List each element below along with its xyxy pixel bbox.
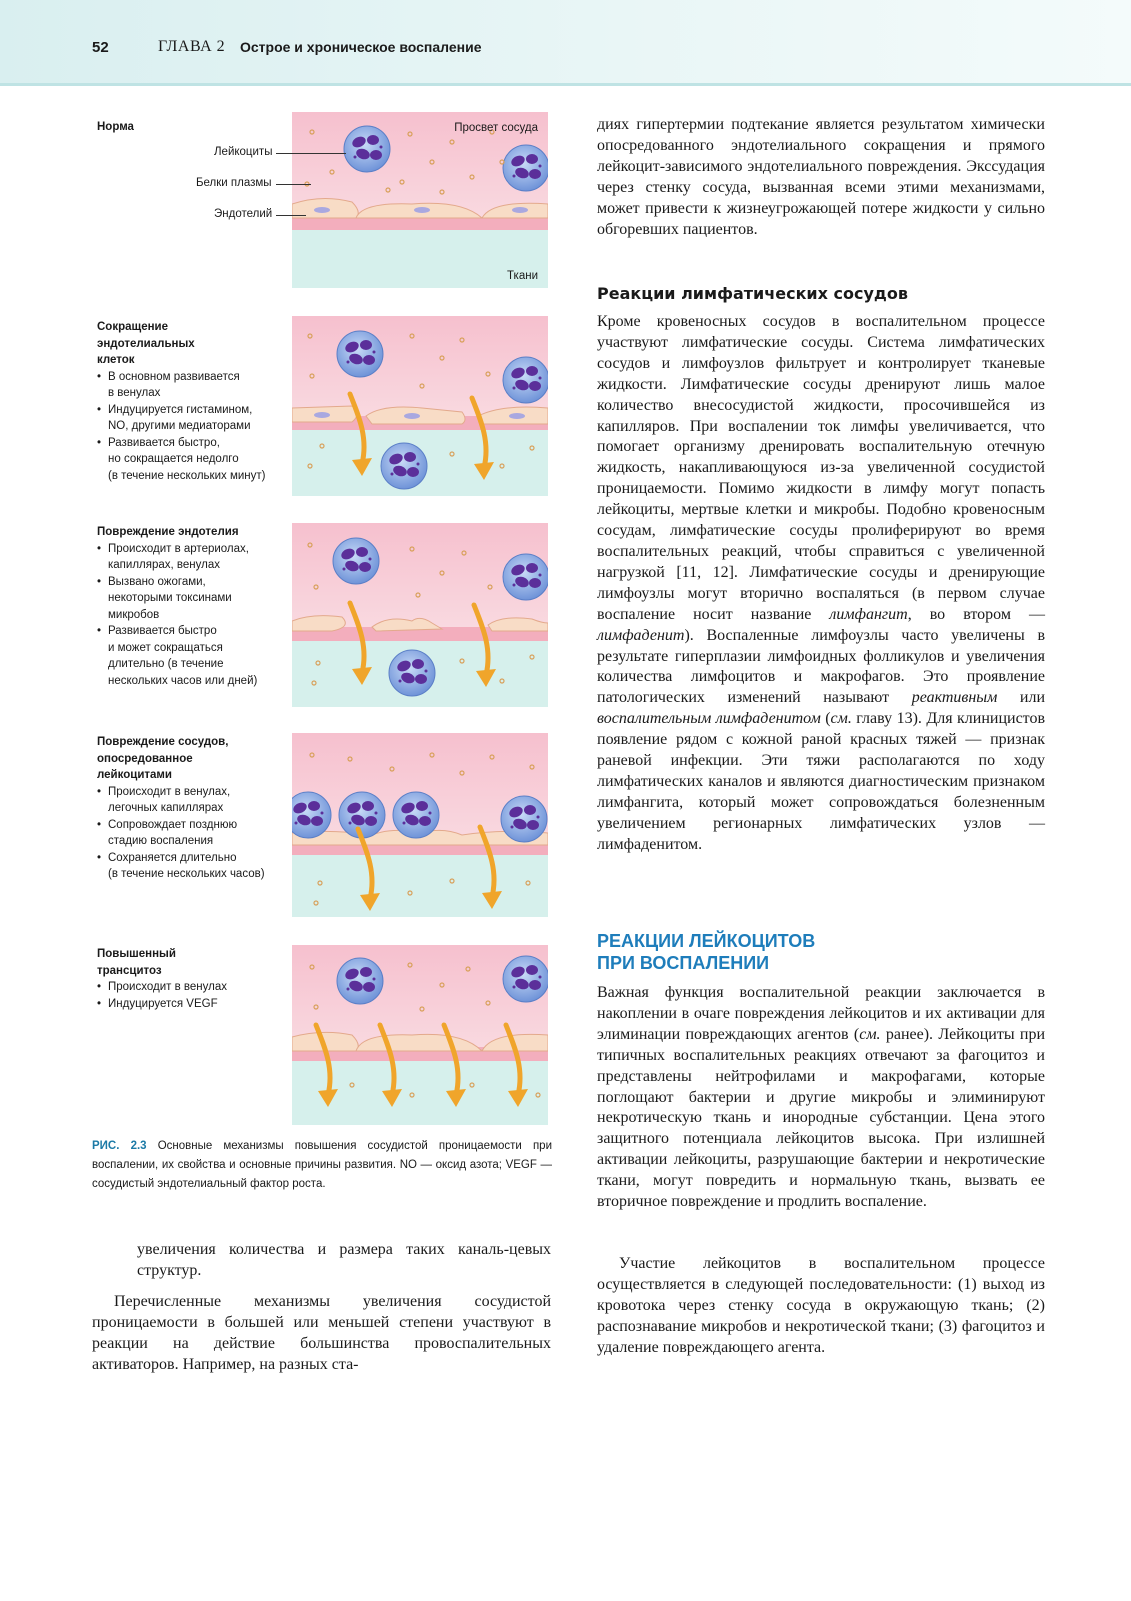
right-paragraph-lymph xyxy=(597,312,1045,856)
panel-leukocyte-injury-bullet-3: • Сохраняется длительно (в течение нескольких часов) xyxy=(97,850,287,883)
leader-plasma-proteins xyxy=(276,184,311,185)
panel-contraction-title: Сокращение эндотелиальных клеток xyxy=(97,321,195,366)
panel-normal-text xyxy=(97,119,287,136)
diagram-transcytosis xyxy=(292,945,548,1125)
panel-leukocyte-injury-bullet-2: • Сопровождает позднюю стадию воспаления xyxy=(97,817,287,850)
lymph-text-1: Кроме кровеносных сосудов в воспалительном процессе участвуют лимфатические сосуды. Система лимфатических сосудов и лимфоузлов фильтрует и контролирует тканевые жидкости. Лимфатические сосуды дренируют лишь малое количество внесосудистой жидкости, просочившейся из капилляров. При воспалении ток лимфы увеличивается, что помогает организму дренировать воспалительную отечную жидкость, накапливающуюся из-за увеличенной сосудистой проницаемости. Помимо жидкости в лимфу могут попасть лейкоциты, мертвые клетки и микробы. Подобно кровеносным сосудам, лимфатические сосуды пролиферируют во время воспалительных реакций, чтобы справиться с увеличенной нагрузкой [11, 12]. Лимфатические сосуды и дренирующие лимфоузлы могут вторично воспаляться (в первом случае воспаление носит название xyxy=(597,313,1045,623)
figure-caption xyxy=(92,1137,552,1194)
left-paragraph-1: увеличения количества и размера таких каналь-цевых структур. xyxy=(137,1241,551,1279)
heading-leukocyte-reactions: РЕАКЦИИ ЛЕЙКОЦИТОВ ПРИ ВОСПАЛЕНИИ xyxy=(597,931,816,973)
lymph-em-5: см. xyxy=(830,710,852,728)
lymph-em-4: воспалительным лимфаденитом xyxy=(597,710,821,728)
panel-contraction-bullet-3: • Развивается быстро, но сокращается недолго (в течение нескольких минут) xyxy=(97,435,287,485)
panel-leukocyte-injury-text xyxy=(97,734,287,883)
left-paragraph-2: Перечисленные механизмы увеличения сосудистой проницаемости в большей или меньшей степени участвуют в реакции на действие большинства провоспалительных активаторов. Например, на разных ста- xyxy=(92,1293,551,1373)
chapter-label: ГЛАВА 2 xyxy=(158,38,226,55)
panel-normal-title: Норма xyxy=(97,121,134,133)
right-paragraph-leuko-2: Участие лейкоцитов в воспалительном процессе осуществляется в следующей последовательности: (1) выход из кровотока через стенку сосуда в окружающую ткань; (2) распознавание микробов и некротической ткани; (3) фагоцитоз и удаление повреждающего агента. xyxy=(597,1255,1045,1356)
panel-transcytosis-bullet-2: • Индуцируется VEGF xyxy=(97,996,287,1013)
panel-contraction-text xyxy=(97,319,287,484)
page-number: 52 xyxy=(92,39,109,56)
panel-endothelial-injury-text xyxy=(97,524,287,689)
leader-leukocytes xyxy=(276,153,346,154)
lymph-text-3: ). Воспаленные лимфоузлы часто увеличены в результате гиперплазии лимфоидных фолликулов и увеличения количества лимфоцитов и макрофагов. Это проявление патологических изменений называют xyxy=(597,626,1045,707)
label-lumen: Просвет сосуда xyxy=(454,122,538,134)
label-plasma-proteins: Белки плазмы xyxy=(196,177,272,189)
panel-endothelial-injury-bullet-2: • Вызвано ожогами, некоторыми токсинами микробов xyxy=(97,574,287,624)
leader-endothelium xyxy=(276,215,306,216)
heading-lymphatic: Реакции лимфатических сосудов xyxy=(597,284,908,303)
panel-contraction-bullet-2: • Индуцируется гистамином, NO, другими медиаторами xyxy=(97,402,287,435)
lymph-text-6: главу 13). Для клиницистов появление рядом с кожной раной красных тяжей — признак раневой инфекции. Эти тяжи располагаются по ходу лимфатических каналов и являются диагностическим признаком лимфангита, который может сопровождаться болезненным увеличением регионарных лимфатических узлов — лимфаденитом. xyxy=(597,710,1046,853)
diagram-normal xyxy=(292,112,548,288)
label-leukocytes: Лейкоциты xyxy=(214,146,273,158)
caption-text: Основные механизмы повышения сосудистой проницаемости при воспалении, их свойства и основные причины развития. NO — оксид азота; VEGF — сосудистый эндотелиальный фактор роста. xyxy=(92,1140,552,1190)
panel-leukocyte-injury-bullet-1: • Происходит в венулах, легочных капиллярах xyxy=(97,784,287,817)
label-endothelium: Эндотелий xyxy=(214,208,273,220)
lymph-text-5: ( xyxy=(820,710,831,728)
panel-transcytosis-bullet-1: • Происходит в венулах xyxy=(97,979,287,996)
leuko-em-1: см. xyxy=(859,1025,881,1043)
diagram-endothelial-injury xyxy=(292,523,548,707)
right-paragraph-leuko-1 xyxy=(597,983,1045,1213)
leuko-text-2: ранее). Лейкоциты при типичных воспалительных реакциях отвечают за фагоцитоз и представлены нейтрофилами и макрофагами, которые поглощают бактерии и другие микробы и элиминируют некротическую ткань и инородные субстанции. Цена этого защитного потенциала лейкоцитов высока. При излишней активации лейкоциты, разрушающие бактерии и некротические ткани, могут повредить и нормальную ткань, вызвать ее вторичное повреждение и продлить воспаление. xyxy=(597,1025,1045,1211)
label-tissue: Ткани xyxy=(507,270,538,282)
panel-transcytosis-title: Повышенный трансцитоз xyxy=(97,948,176,977)
diagram-leukocyte-injury xyxy=(292,733,548,917)
caption-label: РИС. 2.3 xyxy=(92,1140,147,1152)
panel-contraction-bullet-1: • В основном развивается в венулах xyxy=(97,369,287,402)
lymph-text-2: , во втором — xyxy=(907,605,1045,623)
leuko-text-1: Важная функция воспалительной реакции заключается в накоплении в очаге повреждения лейкоцитов и их активации для элиминации повреждающих агентов ( xyxy=(597,984,1045,1043)
chapter-title: Острое и хроническое воспаление xyxy=(240,39,482,55)
panel-leukocyte-injury-title: Повреждение сосудов, опосредованное лейкоцитами xyxy=(97,736,229,781)
panel-endothelial-injury-bullet-3: • Развивается быстро и может сокращаться длительно (в течение нескольких часов или дней) xyxy=(97,623,287,689)
panel-transcytosis-text xyxy=(97,946,287,1012)
right-paragraph-top: диях гипертермии подтекание является результатом химически опосредованного эндотелиального сокращения и прямого лейкоцит-зависимого эндотелиального повреждения. Экссудация через стенку сосуда, вызванная всеми этими механизмами, может привести к жизнеугрожающей потере жидкости у сильно обгоревших пациентов. xyxy=(597,116,1045,238)
diagram-contraction xyxy=(292,316,548,496)
lymph-em-3: реактивным xyxy=(911,689,998,707)
lymph-em-1: лимфангит xyxy=(829,605,908,623)
panel-endothelial-injury-bullet-1: • Происходит в артериолах, капиллярах, венулах xyxy=(97,541,287,574)
lymph-em-2: лимфаденит xyxy=(597,626,685,644)
lymph-text-4: или xyxy=(997,689,1046,707)
panel-endothelial-injury-title: Повреждение эндотелия xyxy=(97,526,239,538)
